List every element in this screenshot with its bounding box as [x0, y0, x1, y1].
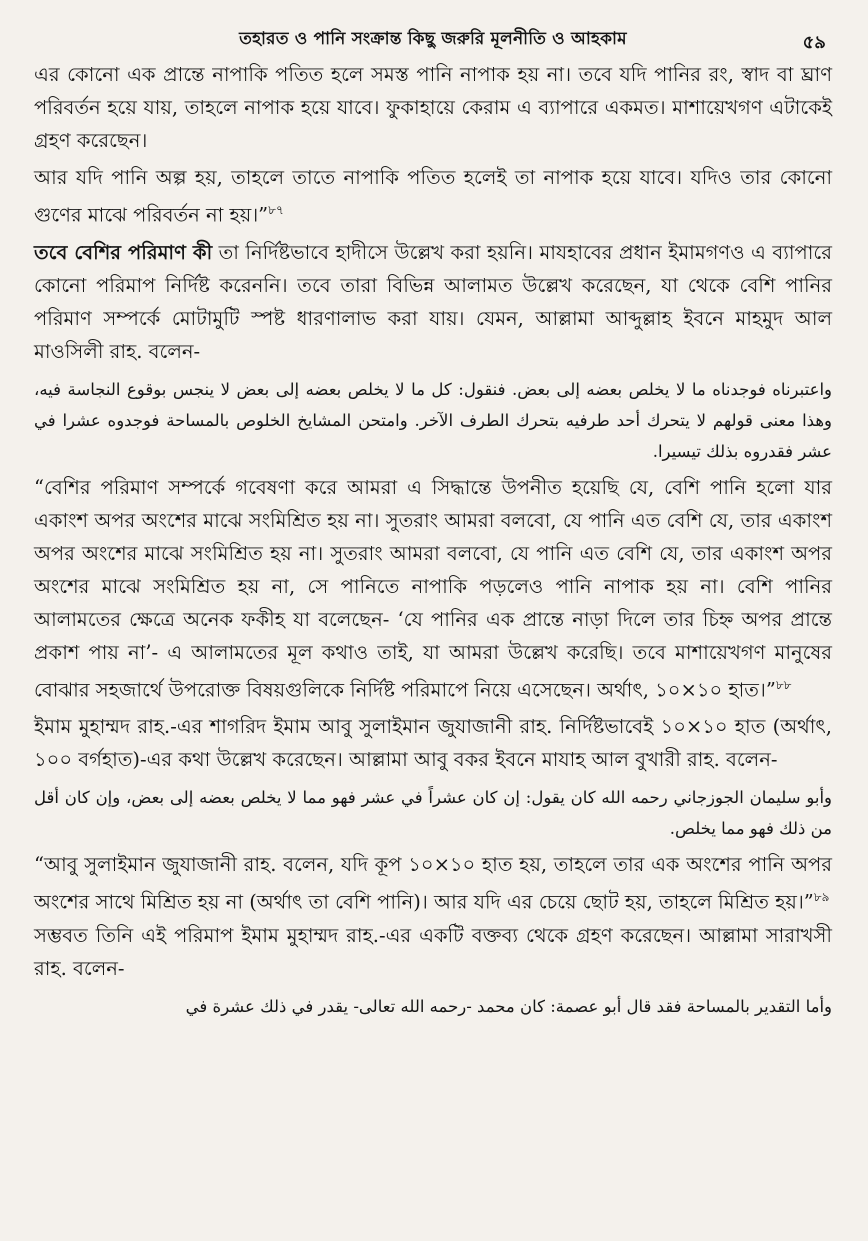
paragraph-3: [34, 236, 832, 368]
footnote-marker-87: ৮৭: [268, 203, 284, 217]
paragraph-6: সম্ভবত তিনি এই পরিমাপ ইমাম মুহাম্মদ রাহ.-এর একটি বক্তব্য থেকে গ্রহণ করেছেন। আল্লামা সারাখসী রাহ. বলেন-: [34, 923, 832, 980]
paragraph-3-text: তা নির্দিষ্টভাবে হাদীসে উল্লেখ করা হয়নি। মাযহাবের প্রধান ইমামগণও এ ব্যাপারে কোনো পরিমাপ নির্দিষ্ট করেননি। তবে তারা বিভিন্ন আলামত উল্লেখ করেছেন, যা থেকে বেশি পানির পরিমাণ সম্পর্কে মোটামুটি স্পষ্ট ধারণালাভ করা যায়। যেমন, আল্লামা আব্দুল্লাহ ইবনে মাহমুদ আল মাওসিলী রাহ. বলেন-: [34, 240, 832, 363]
footnote-marker-89: ৮৯: [813, 890, 830, 904]
running-title: তহারত ও পানি সংক্রান্ত কিছু জরুরি মূলনীতি ও আহকাম: [239, 29, 627, 49]
paragraph-1: [34, 58, 832, 157]
paragraph-4: ইমাম মুহাম্মদ রাহ.-এর শাগরিদ ইমাম আবু সুলাইমান জুযাজানী রাহ. নির্দিষ্টভাবেই ১০×১০ হাত (অর্থাৎ, ১০০ বর্গহাত)-এর কথা উল্লেখ করেছেন। আল্লামা আবু বকর ইবনে মাযাহ আল বুখারী রাহ. বলেন-: [34, 715, 832, 771]
paragraph-3-lead: তবে বেশির পরিমাণ কী: [34, 240, 213, 264]
paragraph-2-text: আর যদি পানি অল্প হয়, তাহলে তাতে নাপাকি পতিত হলেই তা নাপাক হয়ে যাবে। যদিও তার কোনো গুণের মাঝে পরিবর্তন না হয়।”: [34, 166, 832, 227]
arabic-quote-1: واعتبرناه فوجدناه ما لا يخلص بعضه إلى بعض. فنقول: كل ما لا يخلص بعضه إلى بعض لا ينجس بوقوع النجاسة فيه، وهذا معنى قولهم لا يتحرك أحد طرفيه بتحرك الطرف الآخر. وامتحن المشايخ الخلوص بالمساحة فوجدوه عشرا في عشر فقدروه بذلك تيسيرا.: [34, 379, 832, 461]
translation-quote-2-text: “আবু সুলাইমান জুযাজানী রাহ. বলেন, যদি কূপ ১০×১০ হাত হয়, তাহলে তার এক অংশের পানি অপর অংশের সাথে মিশ্রিত হয় না (অর্থাৎ তা বেশি পানি)। আর যদি এর চেয়ে ছোট হয়, তাহলে মিশ্রিত হয়।”: [34, 853, 832, 914]
page-header: [34, 0, 832, 58]
translation-quote-2: [34, 848, 832, 919]
translation-quote-1-text: “বেশির পরিমাণ সম্পর্কে গবেষণা করে আমরা এ সিদ্ধান্তে উপনীত হয়েছি যে, বেশি পানি হলো যার একাংশ অপর অংশের মাঝে সংমিশ্রিত হয় না। সুতরাং আমরা বলবো, যে পানি এত বেশি যে, তার একাংশ অপর অংশের মাঝে সংমিশ্রিত হয় না। সুতরাং আমরা বলবো, যে পানি এত বেশি যে, তার একাংশ অপর অংশের মাঝে সংমিশ্রিত হয় না, সে পানিতে নাপাকি পড়লেও পানি নাপাক হয় না। বেশি পানির আলামতের ক্ষেত্রে অনেক ফকীহ যা বলেছেন- ‘যে পানির এক প্রান্তে নাড়া দিলে তার চিহ্ন অপর প্রান্তে প্রকাশ পায় না’- এ আলামতের মূল কথাও তাই, যা আমরা উল্লেখ করেছি। তবে মাশায়েখগণ মানুষের বোঝার সহজার্থে উপরোক্ত বিষয়গুলিকে নির্দিষ্ট পরিমাপে নিয়ে এসেছেন। অর্থাৎ, ১০×১০ হাত।”: [34, 475, 832, 701]
arabic-quote-3: وأما التقدير بالمساحة فقد قال أبو عصمة: كان محمد -رحمه الله تعالى- يقدر في ذلك عشرة في: [185, 996, 832, 1016]
page-number: ৫৯: [802, 32, 826, 53]
footnote-marker-88: ৮৮: [775, 677, 792, 692]
arabic-quote-2: وأبو سليمان الجوزجاني رحمه الله كان يقول: إن كان عشراً في عشر فهو مما لا يخلص بعضه إلى بعض، وإن كان أقل من ذلك فهو مما يخلص.: [34, 788, 832, 838]
paragraph-2: [34, 161, 832, 232]
translation-quote-1: [34, 471, 832, 707]
paragraph-1-text: এর কোনো এক প্রান্তে নাপাকি পতিত হলে সমস্ত পানি নাপাক হয় না। তবে যদি পানির রং, স্বাদ বা ঘ্রাণ পরিবর্তন হয়ে যায়, তাহলে নাপাক হয়ে যাবে। ফুকাহায়ে কেরাম এ ব্যাপারে একমত। মাশায়েখগণ এটাকেই গ্রহণ করেছেন।: [34, 63, 832, 152]
